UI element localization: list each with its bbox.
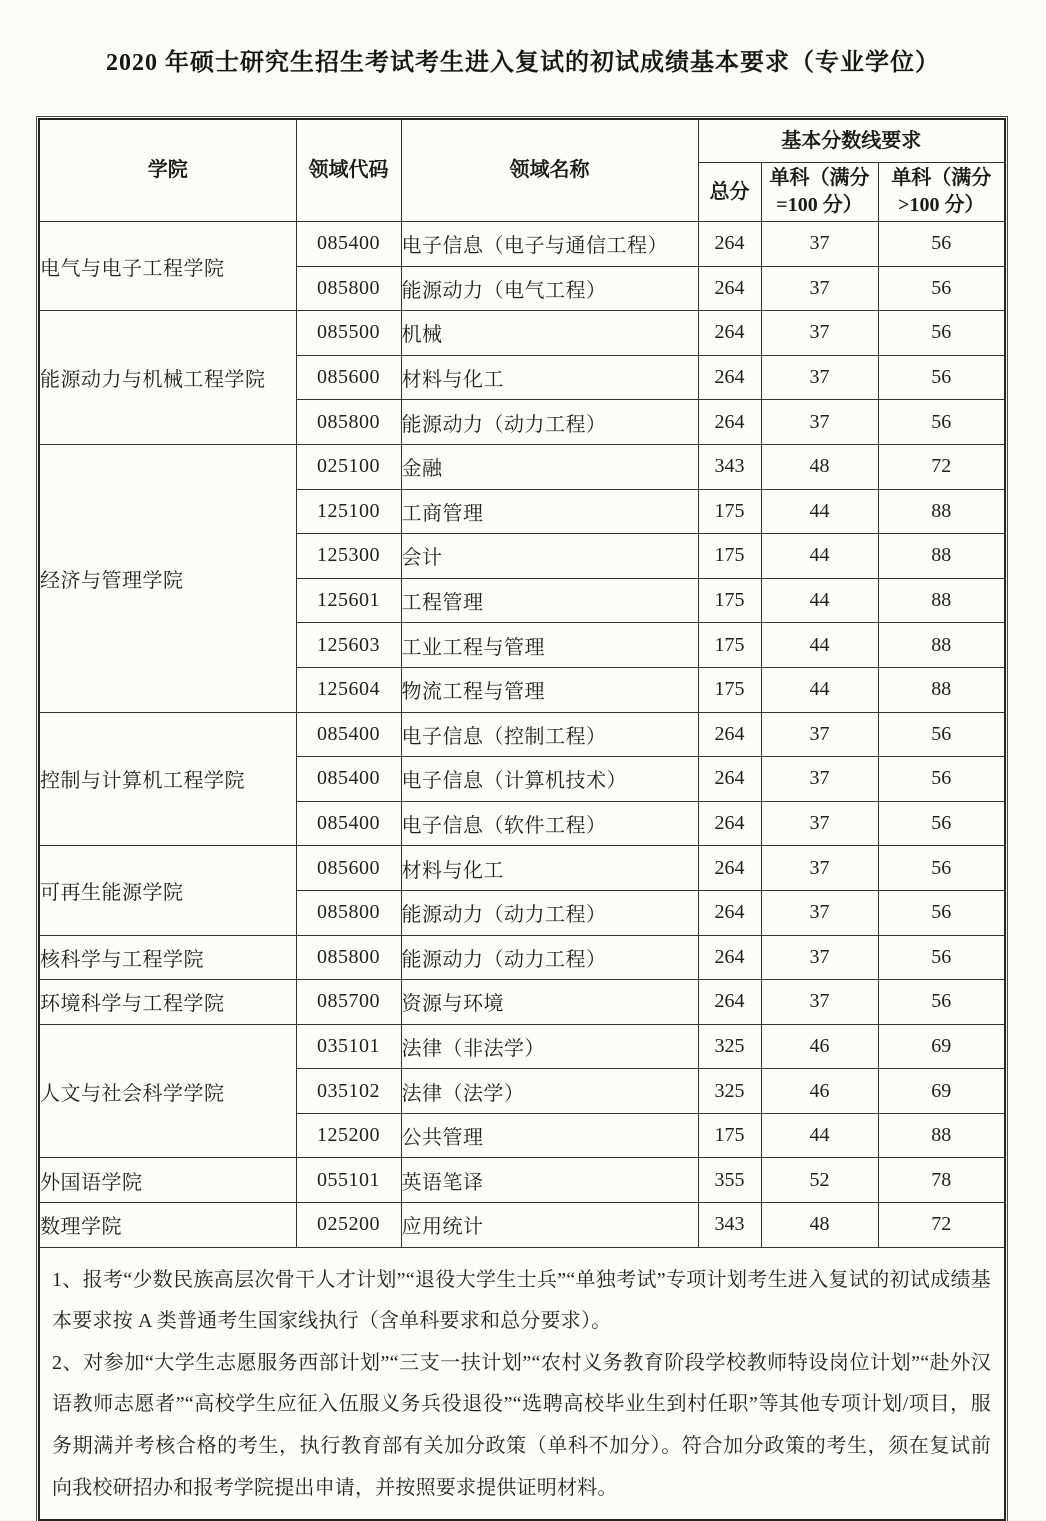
s100-cell: 37 bbox=[761, 757, 878, 802]
code-cell: 085500 bbox=[296, 311, 401, 356]
total-cell: 264 bbox=[698, 712, 761, 757]
name-cell: 材料与化工 bbox=[401, 355, 698, 400]
s100-cell: 44 bbox=[761, 1113, 878, 1158]
header-row-top bbox=[39, 119, 1005, 163]
s100-cell: 37 bbox=[761, 890, 878, 935]
code-cell: 125603 bbox=[296, 623, 401, 668]
college-cell: 能源动力与机械工程学院 bbox=[39, 311, 296, 445]
s100-cell: 44 bbox=[761, 623, 878, 668]
college-cell: 电气与电子工程学院 bbox=[39, 222, 296, 311]
header-code: 领域代码 bbox=[296, 119, 401, 222]
sgt100-cell: 72 bbox=[878, 444, 1005, 489]
sgt100-cell: 88 bbox=[878, 534, 1005, 579]
sgt100-cell: 56 bbox=[878, 801, 1005, 846]
sgt100-cell: 88 bbox=[878, 667, 1005, 712]
code-cell: 085600 bbox=[296, 846, 401, 891]
college-cell: 核科学与工程学院 bbox=[39, 935, 296, 980]
score-table-container bbox=[38, 118, 1004, 1521]
total-cell: 264 bbox=[698, 266, 761, 311]
code-cell: 085400 bbox=[296, 757, 401, 802]
total-cell: 264 bbox=[698, 400, 761, 445]
total-cell: 175 bbox=[698, 623, 761, 668]
name-cell: 电子信息（软件工程） bbox=[401, 801, 698, 846]
sgt100-cell: 56 bbox=[878, 935, 1005, 980]
header-name: 领域名称 bbox=[401, 119, 698, 222]
header-college: 学院 bbox=[39, 119, 296, 222]
code-cell: 055101 bbox=[296, 1158, 401, 1203]
total-cell: 264 bbox=[698, 757, 761, 802]
code-cell: 085600 bbox=[296, 355, 401, 400]
total-cell: 343 bbox=[698, 1203, 761, 1248]
total-cell: 264 bbox=[698, 846, 761, 891]
name-cell: 电子信息（电子与通信工程） bbox=[401, 222, 698, 267]
s100-cell: 37 bbox=[761, 400, 878, 445]
code-cell: 085800 bbox=[296, 266, 401, 311]
name-cell: 电子信息（计算机技术） bbox=[401, 757, 698, 802]
table-row bbox=[39, 846, 1005, 891]
name-cell: 公共管理 bbox=[401, 1113, 698, 1158]
s100-cell: 37 bbox=[761, 846, 878, 891]
total-cell: 264 bbox=[698, 355, 761, 400]
name-cell: 英语笔译 bbox=[401, 1158, 698, 1203]
note-paragraph: 1、报考“少数民族高层次骨干人才计划”“退役大学生士兵”“单独考试”专项计划考生进入复试的初试成绩基本要求按 A 类普通考生国家线执行（含单科要求和总分要求）。 bbox=[52, 1268, 992, 1333]
notes-row bbox=[39, 1247, 1005, 1520]
table-row bbox=[39, 222, 1005, 267]
college-cell: 数理学院 bbox=[39, 1203, 296, 1248]
sgt100-cell: 78 bbox=[878, 1158, 1005, 1203]
college-cell: 可再生能源学院 bbox=[39, 846, 296, 935]
code-cell: 085400 bbox=[296, 222, 401, 267]
table-row bbox=[39, 712, 1005, 757]
total-cell: 264 bbox=[698, 222, 761, 267]
header-score-group: 基本分数线要求 bbox=[698, 119, 1005, 163]
sgt100-cell: 72 bbox=[878, 1203, 1005, 1248]
sgt100-cell: 56 bbox=[878, 266, 1005, 311]
name-cell: 资源与环境 bbox=[401, 980, 698, 1025]
table-row bbox=[39, 1158, 1005, 1203]
header-total: 总分 bbox=[698, 163, 761, 222]
name-cell: 金融 bbox=[401, 444, 698, 489]
note-paragraph: 2、对参加“大学生志愿服务西部计划”“三支一扶计划”“农村义务教育阶段学校教师特设岗位计划”“赴外汉语教师志愿者”“高校学生应征入伍服义务兵役退役”“选聘高校毕业生到村任职”等其他专项计划/项目，服务期满并考核合格的考生，执行教育部有关加分政策（单科不加分）。符合加分政策的考生，须在复试前向我校研招办和报考学院提出申请，并按照要求提供证明材料。 bbox=[52, 1351, 992, 1499]
table-row bbox=[39, 980, 1005, 1025]
name-cell: 法律（非法学） bbox=[401, 1024, 698, 1069]
s100-cell: 44 bbox=[761, 489, 878, 534]
sgt100-cell: 56 bbox=[878, 757, 1005, 802]
table-body bbox=[39, 222, 1005, 1248]
code-cell: 125601 bbox=[296, 578, 401, 623]
score-table bbox=[38, 118, 1006, 1521]
college-cell: 控制与计算机工程学院 bbox=[39, 712, 296, 846]
name-cell: 机械 bbox=[401, 311, 698, 356]
code-cell: 125604 bbox=[296, 667, 401, 712]
s100-cell: 37 bbox=[761, 222, 878, 267]
total-cell: 264 bbox=[698, 980, 761, 1025]
name-cell: 材料与化工 bbox=[401, 846, 698, 891]
sgt100-cell: 88 bbox=[878, 1113, 1005, 1158]
code-cell: 025100 bbox=[296, 444, 401, 489]
sgt100-cell: 88 bbox=[878, 489, 1005, 534]
header-single-gt100: 单科（满分>100 分） bbox=[878, 163, 1005, 222]
total-cell: 325 bbox=[698, 1069, 761, 1114]
name-cell: 电子信息（控制工程） bbox=[401, 712, 698, 757]
code-cell: 085400 bbox=[296, 801, 401, 846]
table-row bbox=[39, 311, 1005, 356]
s100-cell: 37 bbox=[761, 712, 878, 757]
name-cell: 会计 bbox=[401, 534, 698, 579]
sgt100-cell: 56 bbox=[878, 355, 1005, 400]
s100-cell: 37 bbox=[761, 980, 878, 1025]
total-cell: 175 bbox=[698, 534, 761, 579]
table-row bbox=[39, 1203, 1005, 1248]
name-cell: 能源动力（动力工程） bbox=[401, 400, 698, 445]
code-cell: 035102 bbox=[296, 1069, 401, 1114]
s100-cell: 37 bbox=[761, 935, 878, 980]
name-cell: 能源动力（动力工程） bbox=[401, 890, 698, 935]
code-cell: 085700 bbox=[296, 980, 401, 1025]
code-cell: 085400 bbox=[296, 712, 401, 757]
total-cell: 175 bbox=[698, 578, 761, 623]
college-cell: 外国语学院 bbox=[39, 1158, 296, 1203]
s100-cell: 37 bbox=[761, 355, 878, 400]
total-cell: 325 bbox=[698, 1024, 761, 1069]
sgt100-cell: 69 bbox=[878, 1024, 1005, 1069]
header-single-100: 单科（满分=100 分） bbox=[761, 163, 878, 222]
s100-cell: 48 bbox=[761, 444, 878, 489]
sgt100-cell: 88 bbox=[878, 578, 1005, 623]
code-cell: 085800 bbox=[296, 400, 401, 445]
s100-cell: 37 bbox=[761, 311, 878, 356]
code-cell: 125100 bbox=[296, 489, 401, 534]
total-cell: 264 bbox=[698, 311, 761, 356]
s100-cell: 46 bbox=[761, 1024, 878, 1069]
sgt100-cell: 56 bbox=[878, 980, 1005, 1025]
total-cell: 264 bbox=[698, 935, 761, 980]
s100-cell: 44 bbox=[761, 578, 878, 623]
college-cell: 经济与管理学院 bbox=[39, 444, 296, 712]
total-cell: 343 bbox=[698, 444, 761, 489]
notes-cell bbox=[39, 1247, 1005, 1520]
sgt100-cell: 69 bbox=[878, 1069, 1005, 1114]
sgt100-cell: 56 bbox=[878, 311, 1005, 356]
s100-cell: 37 bbox=[761, 266, 878, 311]
table-row bbox=[39, 1024, 1005, 1069]
name-cell: 能源动力（电气工程） bbox=[401, 266, 698, 311]
sgt100-cell: 56 bbox=[878, 400, 1005, 445]
table-row bbox=[39, 444, 1005, 489]
page-title: 2020 年硕士研究生招生考试考生进入复试的初试成绩基本要求（专业学位） bbox=[106, 50, 940, 76]
code-cell: 125200 bbox=[296, 1113, 401, 1158]
total-cell: 264 bbox=[698, 801, 761, 846]
name-cell: 物流工程与管理 bbox=[401, 667, 698, 712]
college-cell: 环境科学与工程学院 bbox=[39, 980, 296, 1025]
name-cell: 工程管理 bbox=[401, 578, 698, 623]
sgt100-cell: 56 bbox=[878, 712, 1005, 757]
code-cell: 035101 bbox=[296, 1024, 401, 1069]
total-cell: 175 bbox=[698, 489, 761, 534]
name-cell: 工业工程与管理 bbox=[401, 623, 698, 668]
code-cell: 125300 bbox=[296, 534, 401, 579]
s100-cell: 44 bbox=[761, 534, 878, 579]
code-cell: 025200 bbox=[296, 1203, 401, 1248]
name-cell: 工商管理 bbox=[401, 489, 698, 534]
s100-cell: 48 bbox=[761, 1203, 878, 1248]
s100-cell: 52 bbox=[761, 1158, 878, 1203]
s100-cell: 44 bbox=[761, 667, 878, 712]
sgt100-cell: 88 bbox=[878, 623, 1005, 668]
name-cell: 应用统计 bbox=[401, 1203, 698, 1248]
name-cell: 法律（法学） bbox=[401, 1069, 698, 1114]
s100-cell: 37 bbox=[761, 801, 878, 846]
college-cell: 人文与社会科学学院 bbox=[39, 1024, 296, 1158]
total-cell: 175 bbox=[698, 1113, 761, 1158]
table-row bbox=[39, 935, 1005, 980]
sgt100-cell: 56 bbox=[878, 222, 1005, 267]
sgt100-cell: 56 bbox=[878, 890, 1005, 935]
code-cell: 085800 bbox=[296, 935, 401, 980]
s100-cell: 46 bbox=[761, 1069, 878, 1114]
sgt100-cell: 56 bbox=[878, 846, 1005, 891]
total-cell: 355 bbox=[698, 1158, 761, 1203]
total-cell: 264 bbox=[698, 890, 761, 935]
name-cell: 能源动力（动力工程） bbox=[401, 935, 698, 980]
total-cell: 175 bbox=[698, 667, 761, 712]
code-cell: 085800 bbox=[296, 890, 401, 935]
